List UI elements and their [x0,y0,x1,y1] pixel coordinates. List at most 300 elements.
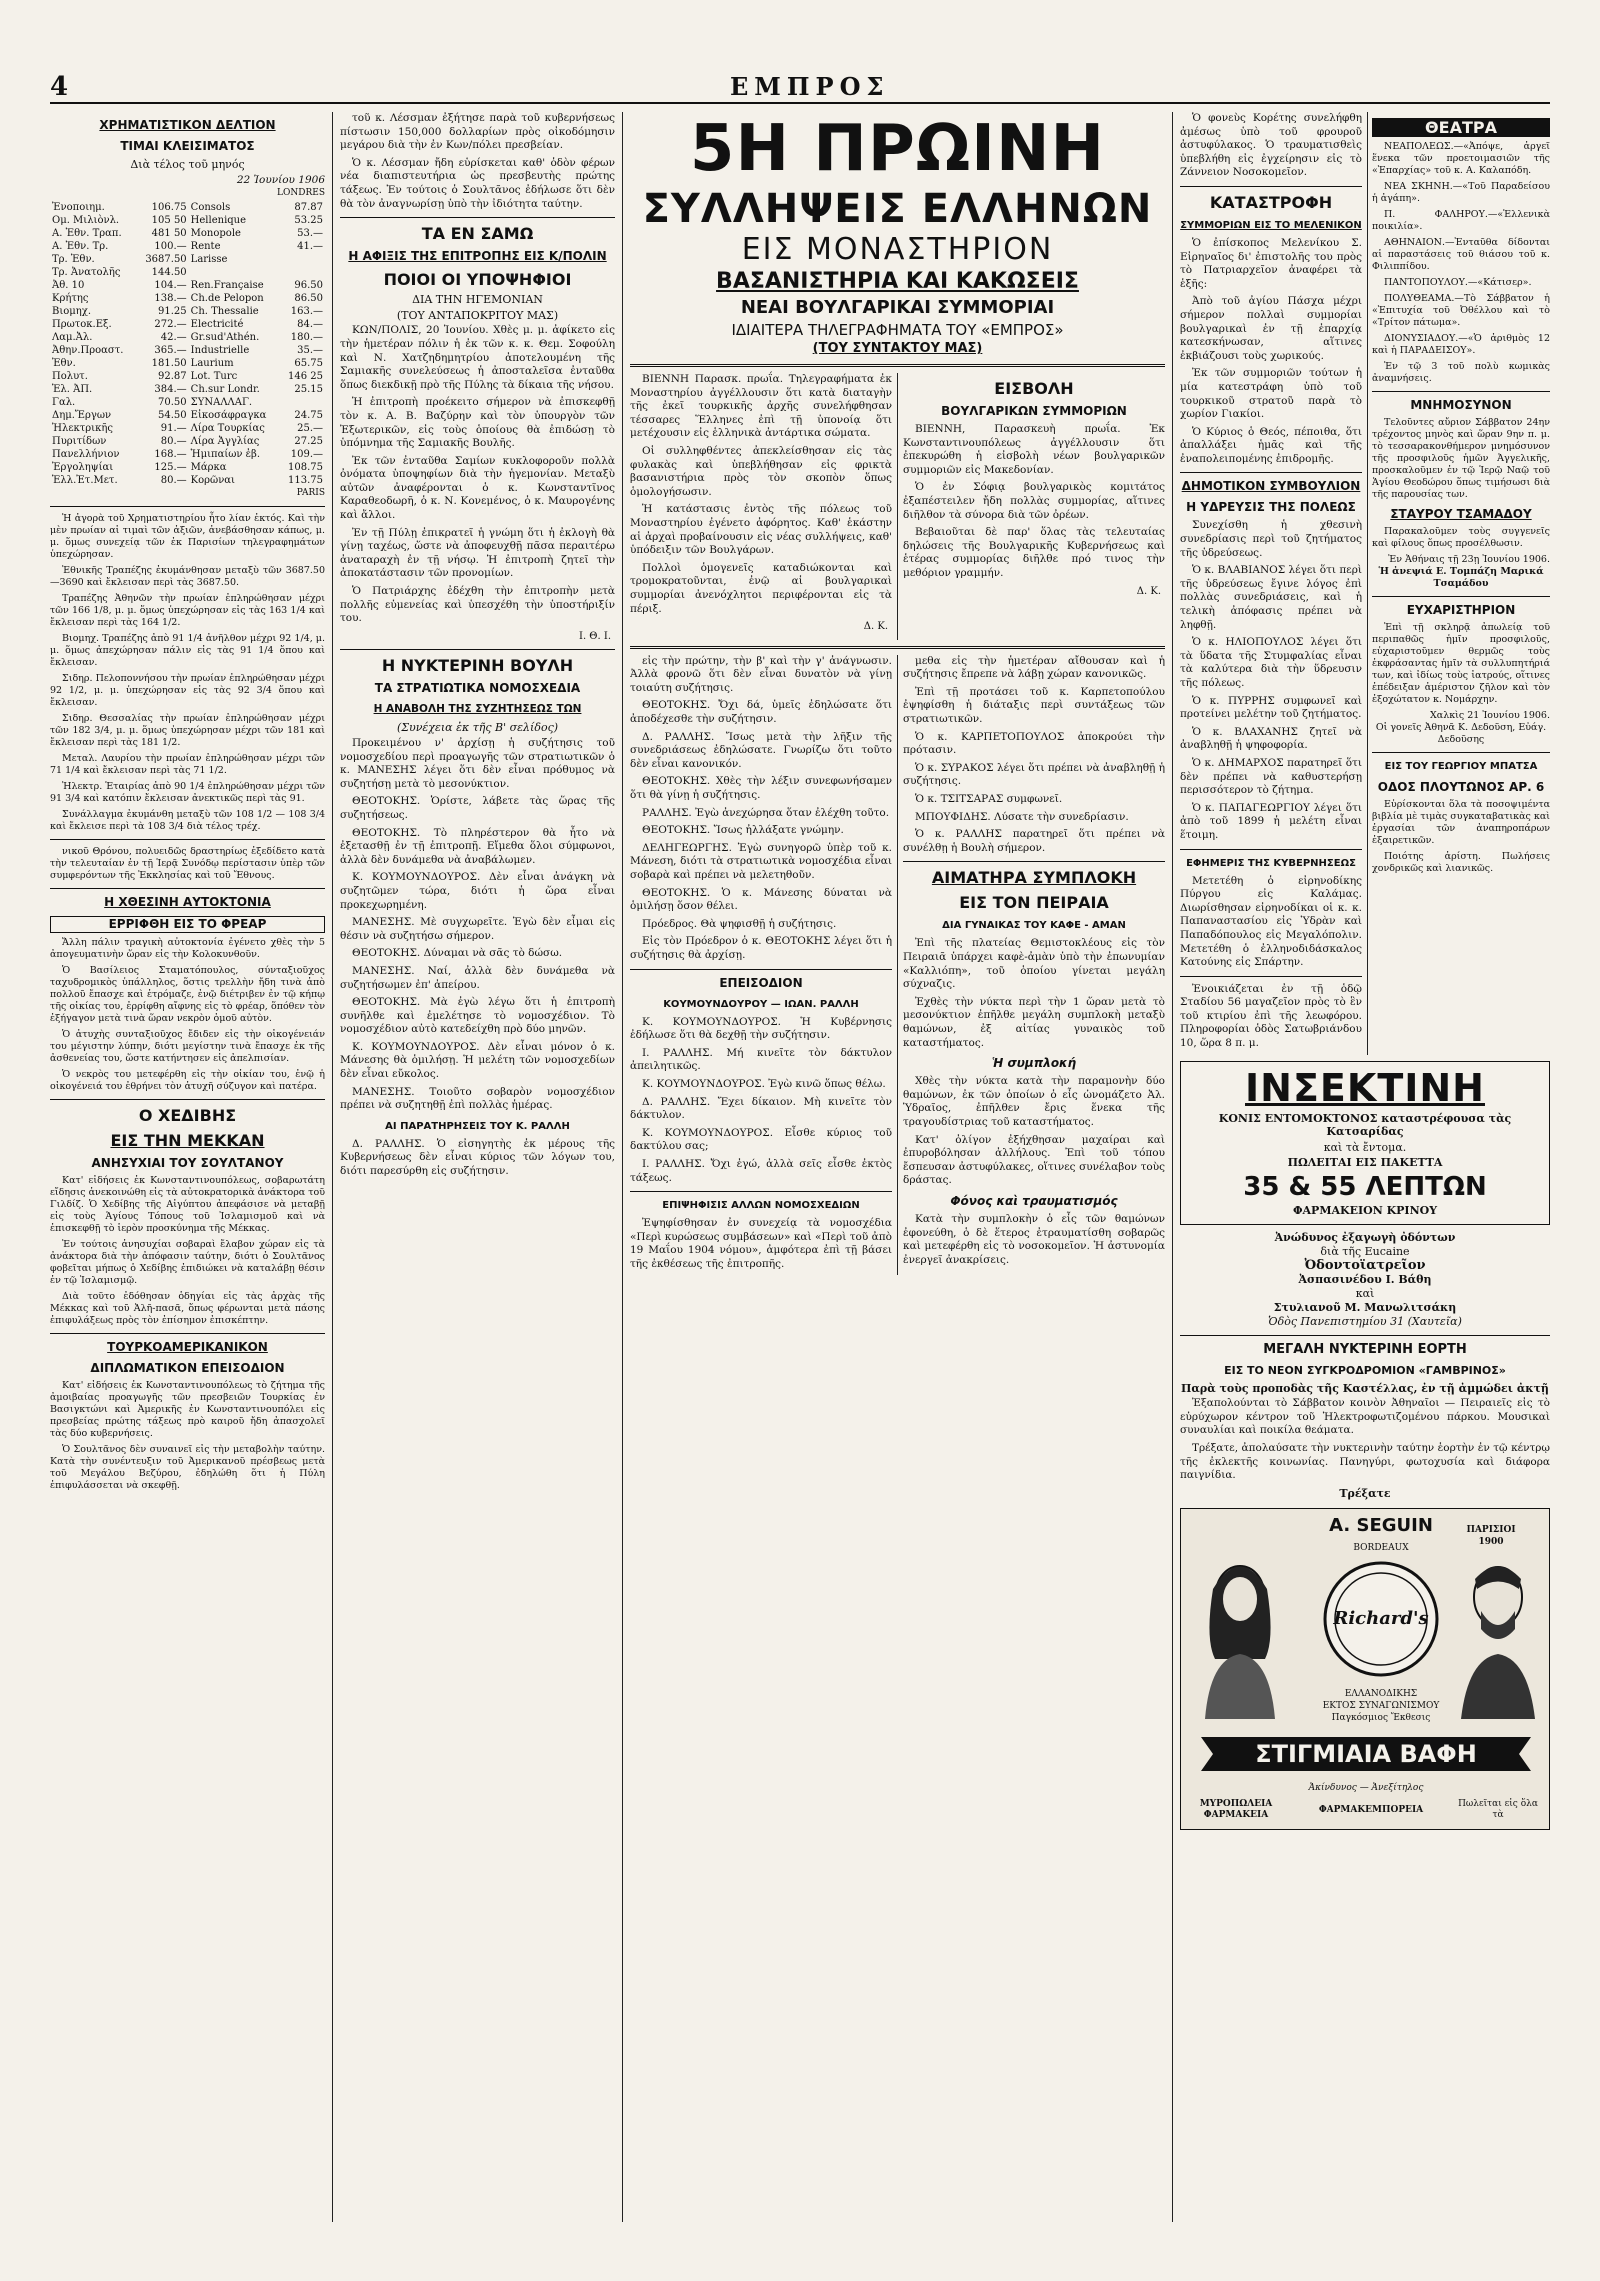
night-paragraph: Προκειμένου ν' ἀρχίσῃ ἡ συζήτησις τοῦ νομοσχεδίου περὶ προαγωγῆς τῶν στρατιωτικῶν ὁ κ. ΜΑΝΕΣΗΣ λέγει ὅτι δὲν εἶναι πρόθυμος νὰ συζητήσῃ μετὰ τὸ μεσονύκτιον. [340,737,615,790]
seguin-right-2: τὰ [1492,1810,1504,1821]
seguin-right-1: Πωλεῖται εἰς ὅλα [1458,1799,1538,1810]
seguin-line-1: ΕΛΛΑΝΟΔΙΚΗΣ [1344,1689,1418,1700]
rate-value: 65.75 [294,357,323,369]
page-number: 4 [50,72,69,102]
rate-value: 27.25 [294,435,323,447]
rate-value: 138.— [154,292,187,304]
council-paragraph: Ὁ κ. ΠΑΠΑΓΕΩΡΓΙΟΥ λέγει ὅτι ἀπὸ τοῦ 1899 ἡ μελέτη εἶναι ἕτοιμη. [1180,801,1362,841]
samos-signature: Ι. Θ. Ι. [579,630,611,642]
lead-left-paragraph: Ἡ κατάστασις ἐντὸς τῆς πόλεως τοῦ Μοναστηρίου ἐγένετο ἀφόρητος. Καθ' ἑκάστην αἱ ἀρχαὶ προβαίνουσιν εἰς νέας συλλήψεις, καθ' ὑπόδειξιν τῶν Βουλγάρων. [630,503,892,557]
rate-label: Hellenique [190,214,247,226]
rates-paragraph: Συνάλλαγμα ἐκυμάνθη μεταξὺ τῶν 108 1/2 — 108 3/4 καὶ ἔκλεισε περὶ τὰ 108 3/4 διὰ τέλος τρέχ. [50,809,325,833]
rate-label: Ren.Française [190,279,264,291]
rate-value: 84.— [297,318,323,330]
rate-row [50,331,325,344]
memorial-extra: Παρακαλοῦμεν τοὺς συγγενεῖς καὶ φίλους ὅπως προσέλθωσιν. [1372,526,1550,549]
rate-value: 272.— [154,318,187,330]
turkam-article [50,1380,325,1492]
rate-value: 180.— [290,331,323,343]
melee-paragraph: Χθὲς τὴν νύκτα κατὰ τὴν παραμονὴν δύο θαμώνων, ἐκ τῶν ὁποίων ὁ εἷς ὠνομάζετο Ἀλ. Ὑδραῖος, ἐπῆλθεν ἔρις ἕνεκα τῆς τραγουδίστριας τοῦ καταστήματος. [903,1075,1165,1128]
festival-ad [1180,1342,1550,1501]
council-paragraph: Ὁ κ. ΗΛΙΟΠΟΥΛΟΣ λέγει ὅτι τὰ ὕδατα τῆς Στυμφαλίας εἶναι τὰ καλύτερα διὰ τὴν ὕδρευσιν τῆς πόλεως. [1180,636,1362,689]
debate-paragraph: ΘΕΟΤΟΚΗΣ. Ὁ κ. Μάνεσης δύναται νὰ ὁμιλήσῃ ὅσον θέλει. [630,886,892,913]
theatre-paragraph: ΑΘΗΝΑΙΟΝ.—Ἐνταῦθα δίδονται αἱ παραστάσεις τοῦ θιάσου τοῦ κ. Φιλιππίδου. [1372,237,1550,272]
dentist-ad [1180,1231,1550,1329]
theatre-paragraph: Ἐν τῷ 3 τοῦ πολὺ κωμικὰς ἀναμνήσεις. [1372,361,1550,384]
council-paragraph: Ὁ κ. ΔΗΜΑΡΧΟΣ παρατηρεῖ ὅτι δὲν πρέπει νὰ καθυστερήσῃ περισσότερον τὸ ζήτημα. [1180,756,1362,797]
rate-label: Ch.sur Londr. [190,383,260,395]
column-4 [1180,112,1550,2222]
notice-text: Ἐνοικιάζεται ἐν τῇ ὁδῷ Σταδίου 56 μαγαζεῖον πρὸς τὸ ἓν τοῦ κτιρίου ἐπὶ τῆς λεωφόρου. Πληροφορίαι ὁδὸς Σατωβριάνδου 10, ὥρα 8 π. μ. [1180,982,1362,1050]
rate-label: Consols [190,201,231,213]
rate-label: Α. Ἐθν. Τραπ. [52,227,122,239]
episode-paragraph: Ι. ΡΑΛΛΗΣ. Μή κινεῖτε τὸν δάκτυλον ἀπειλητικῶς. [630,1046,892,1073]
episode-paragraph: Κ. ΚΟΥΜΟΥΝΔΟΥΡΟΣ. Εἶσθε κύριος τοῦ δακτύλου σας; [630,1126,892,1153]
memorial-text: Τελοῦντες αὔριον Σάββατον 24ην τρέχοντος μηνὸς καὶ ὥραν 9ην π. μ. τὸ τεσσαρακονθήμερον μνημόσυνον τῆς προσφιλοῦς ἡμῶν Ἀγγελικῆς, προσκαλοῦμεν ἐν τῷ Ἱερῷ Ναῷ τοῦ Ἁγίου Θεοδώρου ὅπως τιμήσωσι διὰ τῆς παρουσίας των. [1372,417,1550,500]
council-paragraph: Ὁ κ. ΒΛΑΒΙΑΝΟΣ λέγει ὅτι περὶ τῆς ὑδρεύσεως ἔγινε λόγος ἐπὶ πολλὰς συνεδριάσεις, καὶ ἡ τελικὴ ἀπόφασις πρέπει νὰ ληφθῇ. [1180,564,1362,631]
seguin-right-5: ΦΑΡΜΑΚΕΜΠΟΡΕΙΑ [1318,1805,1424,1816]
disaster-paragraph: Ὁ Κύριος ὁ Θεός, πέποιθα, ὅτι ἀπαλλάξει ἡμᾶς καὶ τῆς ἐναπολειπομένης ἐπιδρομῆς. [1180,425,1362,465]
rate-label: Λίρα Τουρκίας [190,422,265,434]
rate-value: 70.50 [158,396,187,408]
rate-value: 87.87 [294,201,323,213]
khedive-paragraph: Ἐν τούτοις ἀνησυχίαι σοβαραὶ ἔλαβον χώραν εἰς τὰ ἀνάκτορα διὰ τὴν ἀπόφασιν ταύτην, διότι ὁ Σουλτᾶνος φοβεῖται μήπως ὁ Χεδίβης ἐπιδιώκει νὰ καταλάβῃ θέσιν ἐν τῷ Ἰσλαμισμῷ. [50,1239,325,1287]
debate-paragraph: ΡΑΛΛΗΣ. Ἐγὼ ἀνεχώρησα ὅταν ἐλέχθη τοῦτο. [642,806,890,819]
rate-value: 144.50 [151,266,187,278]
dentist-line-4: Ἀσπασινέδου Ι. Βάθη [1298,1272,1432,1286]
rate-value: 96.50 [294,279,323,291]
rate-label: Lot. Turc [190,370,238,382]
woman-portrait-icon [1195,1549,1285,1719]
rate-label: Γαλ. [52,396,76,408]
shots-text: Κατὰ τὴν συμπλοκὴν ὁ εἷς τῶν θαμώνων ἐφονεύθη, ὁ δὲ ἕτερος ἐτραυματίσθη σοβαρῶς καὶ μετεφέρθη εἰς τὸ νοσοκομεῖον. Ἡ ἀστυνομία ἐνεργεῖ ἀνακρίσεις. [903,1212,1165,1266]
thanks-sign: Οἱ γονεῖς Ἀθηνᾶ Κ. Δεδοῦση, Εὐάγ. Δεδοῦσης [1375,722,1547,745]
night-paragraph: Κ. ΚΟΥΜΟΥΝΔΟΥΡΟΣ. Δὲν εἶναι μόνον ὁ κ. Μάνεσης θὰ ὁμιλήσῃ. Ἡ μελέτη τῶν νομοσχεδίων δὲν εἶναι εὔκολος. [340,1040,615,1081]
newspaper-page [20,20,1580,2241]
headline-bands: ΝΕΑΙ ΒΟΥΛΓΑΡΙΚΑΙ ΣΥΜΜΟΡΙΑΙ [740,297,1055,318]
rate-label: Πρωτοκ.Εξ. [52,318,112,330]
festival-text: Ἐξαπολούνται τὸ Σάββατον κοινὸν Ἀθηναῖοι — Πειραιεῖς εἰς τὸ εὐρύχωρον κέντρον τοῦ Ἠλεκτροφωτιζομένου πάρκου. Μουσικαὶ συναυλίαι καὶ ποικίλα θεάματα. [1180,1397,1550,1437]
rates-subtitle: ΤΙΜΑΙ ΚΛΕΙΣΙΜΑΤΟΣ [120,139,255,153]
george-text: Εὑρίσκονται ὅλα τὰ ποσοψιμέντα βιβλία μὲ τιμὰς συγκαταβατικὰς καὶ ἐργασίαι τῶν ἀναπηροπάρων ἐξαιρετικῶν. [1372,799,1550,846]
paper-name: ΕΜΠΡΟΣ [730,72,890,101]
mecca-heading: ΕΙΣ ΤΗΝ ΜΕΚΚΑΝ [110,1131,265,1151]
debate-paragraph: Δ. ΡΑΛΛΗΣ. Ἴσως μετὰ τὴν λῆξιν τῆς συνεδριάσεως ἐδηλώσατε. Γνωρίζω ὅτι τοῦτο δὲν εἶναι κανονικόν. [630,730,892,770]
lead-left-paragraph: Πολλοὶ ὁμογενεῖς καταδιώκονται καὶ τρομοκρατοῦνται, ἐνῷ αἱ βουλγαρικαὶ συμμορίαι ἀνενόχλητοι περιφέρονται εἰς τὰ πέριξ. [630,561,892,615]
headline-editor: (ΤΟΥ ΣΥΝΤΑΚΤΟΥ ΜΑΣ) [812,341,983,356]
rate-value: 25.15 [294,383,323,395]
suicide-heading: Η ΧΘΕΣΙΝΗ ΑΥΤΟΚΤΟΝΙΑ [104,895,271,910]
memorial-date: Ἐν Ἀθήναις τῇ 23ῃ Ἰουνίου 1906. [1388,554,1550,565]
rate-label: Ἀθ. 10 [52,279,85,291]
rate-row [50,318,325,331]
disaster-paragraph: Ἐκ τῶν συμμοριῶν τούτων ἡ μία κατεστράφη ὑπὸ τοῦ τουρκικοῦ στρατοῦ παρὰ τὸ χωρίον Γιακίοι. [1180,367,1362,421]
rate-label: Ἐργοληψίαι [52,461,114,473]
lead-right-signature: Δ. Κ. [1136,585,1161,597]
rate-label: Τρ. Ἀνατολῆς [52,266,121,278]
rate-value: 384.— [154,383,187,395]
debate-paragraph: Ὁ κ. ΤΣΙΤΣΑΡΑΣ συμφωνεῖ. [915,793,1063,806]
debate-paragraph: ΘΕΟΤΟΚΗΣ. Ὄχι δά, ὑμεῖς ἐδηλώσατε ὅτι ἀποδέχεσθε τὴν συζήτησιν. [630,699,892,726]
headline-tortures: ΒΑΣΑΝΙΣΤΗΡΙΑ ΚΑΙ ΚΑΚΩΣΕΙΣ [716,269,1079,294]
gov-text: Μετετέθη ὁ εἰρηνοδίκης Πύργου εἰς Καλάμας. Διωρίσθησαν εἰρηνοδίκαι οἱ κ. κ. Παπαναστασίου εἰς Ὑδρὰν καὶ Παπαδόπουλος εἰς Μεγαλόπολιν. Μετετέθη ὁ ἐλληνοδιδάσκαλος Κατούνης εἰς Σπάρτην. [1180,874,1362,969]
rate-label: Ομ. Μιλιὸνλ. [52,214,120,226]
rate-value: 92.87 [158,370,187,382]
return-text: Ἐψηφίσθησαν ἐν συνεχείᾳ τὰ νομοσχέδια «Περὶ κυρώσεως συμβάσεων» καὶ «Περὶ τοῦ ἀπὸ 19 Μαΐου 1904 νόμου», ἀμφότερα ἐπὶ τῇ βάσει τῆς ἐκθέσεως τῆς ἐπιτροπῆς. [630,1217,892,1270]
rate-label: Πολυτ. [52,370,88,382]
rate-value: 146 25 [288,370,323,382]
rate-row [50,240,325,253]
rates-paragraph: Τραπέζης Ἀθηνῶν τὴν πρωίαν ἐπληρώθησαν μέχρι τῶν 166 1/8, μ. μ. ὅμως ὑπεχώρησαν εἰς τὰς 163 1/4 καὶ ἔκλεισαν περὶ τὰς 164 1/2. [50,593,325,629]
col4-top-text: Ὁ φονεὺς Κορέτης συνελήφθη ἀμέσως ὑπὸ τοῦ φρουροῦ ἀστυφύλακος. Ὁ τραυματισθεὶς ὑπεβλήθη εἰς ἐγχείρησιν εἰς τὸ Ζάννειον Νοσοκομεῖον. [1180,112,1362,179]
masthead [50,72,1550,104]
rate-row [50,383,325,396]
rates-paragraph: Ἐθνικῆς Τραπέζης ἐκυμάνθησαν μεταξὺ τῶν 3687.50—3690 καὶ ἔκλεισαν περὶ τὰς 3687.50. [50,565,325,589]
disaster-heading-2: ΣΥΜΜΟΡΙΩΝ ΕΙΣ ΤΟ ΜΕΛΕΝΙΚΟΝ [1180,219,1362,231]
council-heading-2: Η ΥΔΡΕΥΣΙΣ ΤΗΣ ΠΟΛΕΩΣ [1186,500,1356,515]
rate-value: 106.75 [151,201,187,213]
debate-paragraph: Ὁ κ. ΣΥΡΑΚΟΣ λέγει ὅτι πρέπει νὰ ἀναβληθῇ ἡ συζήτησις. [903,761,1165,788]
rate-value: 168.— [154,448,187,460]
rate-label: Rente [190,240,221,252]
rate-value: 181.50 [151,357,187,369]
samos-heading-3: ΠΟΙΟΙ ΟΙ ΥΠΟΨΗΦΙΟΙ [383,270,572,290]
rate-row [50,227,325,240]
well-heading: ΕΡΡΙΦΘΗ ΕΙΣ ΤΟ ΦΡΕΑΡ [50,916,325,933]
debate-paragraph: ΜΠΟΥΦΙΔΗΣ. Λύσατε τὴν συνεδρίασιν. [915,810,1129,823]
rate-label: Ἐθν. [52,357,76,369]
rate-value: 481 50 [151,227,187,239]
rate-label: Κρήτης [52,292,89,304]
rate-label: ΣΥΝΑΛΛΑΓ. [190,396,253,408]
night-paragraph: ΘΕΟΤΟΚΗΣ. Ὁρίστε, λάβετε τὰς ὥρας τῆς συζητήσεως. [340,795,615,821]
festival-heading-2: ΕΙΣ ΤΟ ΝΕΟΝ ΣΥΓΚΡΟΔΡΟΜΙΟΝ «ΓΑΜΒΡΙΝΟΣ» [1224,1363,1506,1377]
rate-label: Ch.de Pelopon [190,292,264,304]
rate-label [189,266,281,279]
insect-ad [1180,1061,1550,1225]
dentist-line-3: Ὀδοντοϊατρεῖον [1304,1257,1426,1273]
rate-value: 104.— [154,279,187,291]
rate-row [50,370,325,383]
rates-paragraph: Σιδηρ. Θεσσαλίας τὴν πρωίαν ἐπληρώθησαν μέχρι τῶν 182 3/4, μ. μ. ὅμως ὑπεχώρησαν μέχρι τῶν 181 καὶ ἔκλεισαν περὶ τὰς 181 1/2. [50,713,325,749]
festival-close: Τρέξατε [1339,1486,1391,1500]
dentist-line-6: Στυλιανοῦ Μ. Μανωλιτσάκη [1273,1300,1457,1314]
rate-value: 86.50 [294,292,323,304]
samos-paragraph: Ἡ ἐπιτροπὴ προέκειτο σήμερον νὰ ἐπισκεφθῇ τὸν κ. Α. Β. Βαζύρην καὶ τὸν ὑπουργὸν τῶν Ἐξωτερικῶν, εἰς τοὺς ὁποίους θὰ ἐπιδώσῃ τὸ ὑπόμνημα τῆς Σαμιακῆς Βουλῆς. [340,396,615,450]
rate-value: 91.25 [158,305,187,317]
seguin-richard: Richard's [1333,1608,1429,1630]
rate-label: Ἐνοποιημ. [52,201,105,213]
lead-right-paragraph: Βεβαιοῦται δὲ παρ' ὅλας τὰς τελευταίας δηλώσεις τῆς Βουλγαρικῆς Κυβερνήσεως καὶ ἑτέρας συμμορίας διῆλθε πρό τινος τὴν μεθόριον γραμμήν. [903,526,1165,579]
george-heading: ΕΙΣ ΤΟΥ ΓΕΩΡΓΙΟΥ ΜΠΑΤΣΑ [1384,761,1538,772]
samos-heading-2: Η ΑΦΙΞΙΣ ΤΗΣ ΕΠΙΤΡΟΠΗΣ ΕΙΣ Κ/ΠΟΛΙΝ [348,249,607,264]
headline-time: 5Η ΠΡΩΙΝΗ [689,112,1106,186]
seguin-ad [1180,1508,1550,1830]
well-paragraph: Ὁ Βασίλειος Σταματόπουλος, σύνταξιοῦχος ταχυδρομικὸς ὑπάλληλος, ὅστις τρελλὴν ἤδη τινὰ ἀπὸ πολλοῦ ἔπασχε καὶ ἐτρόμαζε, ἐνῷ διέτριβεν ἐν τῷ κήπῳ τῆς οἰκίας του, ἐρρίφθη αἴφνης εἰς τὸ φρέαρ, ὅπόθεν τὸν ἐξήγαγον μετὰ τινὰ ὥραν νεκρὸν ὁμοῦ αὐτὸν. [50,965,325,1025]
seguin-year: 1900 [1478,1537,1504,1548]
debate-paragraph: Ὁ κ. ΡΑΛΛΗΣ παρατηρεῖ ὅτι πρέπει νὰ συνέλθῃ ἡ Βουλὴ σήμερον. [903,828,1165,854]
rates-date: 22 Ἰουνίου 1906 [236,173,325,186]
rate-row [50,305,325,318]
seguin-name: A. SEGUIN [1329,1515,1433,1537]
seguin-line-4: ΠΑΡΙΣΙΟΙ [1466,1525,1516,1536]
night-heading: Η ΝΥΚΤΕΡΙΝΗ ΒΟΥΛΗ [381,656,574,676]
lessman-paragraph: τοῦ κ. Λέσσμαν ἐξήτησε παρὰ τοῦ κυβερνήσεως πίστωσιν 150,000 δολλαρίων πρὸς οἰκοδόμησιν μεγάρου διὰ τὴν ἐν Κων/πόλει πρεσβείαν. [340,112,615,152]
blood-paragraph: Ἐχθὲς τὴν νύκτα περὶ τὴν 1 ὥραν μετὰ τὸ μεσονύκτιον ἐπῆλθε μεγάλη συμπλοκὴ μεταξὺ θαμώνων, ἐξ αἰτίας γυναικὸς τοῦ καταστήματος. [903,995,1165,1049]
seguin-city: BORDEAUX [1353,1543,1409,1554]
theatre-paragraph: ΠΟΛΥΘΕΑΜΑ.—Τὸ Σάββατον ἡ «Ἐπιτυχία τοῦ Ὀθέλλου καὶ τὸ «Τρίτον πάτωμα». [1372,293,1550,328]
disaster-paragraph: Ὁ ἐπίσκοπος Μελενίκου Σ. Εἰρηναῖος δι' ἐπιστολῆς του πρὸς τὸ Πατριαρχεῖον ἀναφέρει τὰ ἑξῆς: [1180,236,1362,290]
rate-row [50,344,325,357]
debate-paragraph: Πρόεδρος. Θὰ ψηφισθῇ ἡ συζήτησις. [642,917,837,930]
remarks-text: Δ. ΡΑΛΛΗΣ. Ὁ εἰσηγητὴς ἐκ μέρους τῆς Κυβερνήσεως δὲν εἶναι κύριος τῶν λόγων του, διότι παρεσύρθη εἰς συζήτησιν. [340,1137,615,1178]
memorial-heading: ΜΝΗΜΟΣΥΝΟΝ [1410,398,1512,412]
insect-pharmacy: ΦΑΡΜΑΚΕΙΟΝ ΚΡΙΝΟΥ [1292,1204,1438,1218]
lower-stories [630,655,1165,1276]
disaster-heading: ΚΑΤΑΣΤΡΟΦΗ [1209,192,1333,212]
rate-label: Laurium [190,357,234,369]
column-rule [622,112,623,2222]
rate-value [280,396,325,409]
blood-heading: ΑΙΜΑΤΗΡΑ ΣΥΜΠΛΟΚΗ [931,868,1137,888]
seguin-line-3: Παγκόσμιος Ἔκθεσις [1331,1713,1431,1724]
disaster-paragraph: Ἀπὸ τοῦ ἀγίου Πάσχα μέχρι σήμερον πολλαὶ συμμορίαι βουλγαρικαὶ ἐν τῇ ἐπαρχίᾳ κατεσκήνωσαν, αἵτινες ἐκβιάζουσι τοὺς χωρικούς. [1180,295,1362,362]
well-paragraph: Ὁ ἀτυχὴς συνταξιοῦχος ἔδιδεν εἰς τὴν οἰκογένειάν του μέγιστην λύπην, διότι μεγίστην τινὰ ἔπασχε ἐκ τῆς ἀσθενείας του, ὥστε κατήντησεν εἰς ἀπελπισίαν. [50,1029,325,1065]
rate-value: 100.— [154,240,187,252]
rate-row [50,266,325,279]
night-paragraph: ΜΑΝΕΣΗΣ. Μὲ συγχωρεῖτε. Ἐγὼ δὲν εἶμαι εἰς θέσιν νὰ συζητήσω σήμερον. [340,916,615,942]
episode-heading: ΕΠΕΙΣΟΔΙΟΝ [719,975,803,990]
rate-label: Κορῶναι [190,474,235,486]
rate-value: 25.— [297,422,323,434]
rate-row [50,279,325,292]
rate-label: Industrielle [190,344,250,356]
rate-label: Τρ. Ἐθν. [52,253,95,265]
rate-value: 41.— [297,240,323,252]
samos-paragraph: Ἐκ τῶν ἐνταῦθα Σαμίων κυκλοφοροῦν πολλὰ ὀνόματα ὑποψηφίων διὰ τὴν ἡγεμονίαν. Μεταξὺ αὐτῶν ἀναφέρονται ὁ κ. Κωνσταντῖνος Καραθεοδωρῆ, ὁ κ. Ν. Κονεμένος, ὁ κ. Μαυρογένης καὶ ἄλλοι. [340,454,615,522]
rates-paragraph: Μεταλ. Λαυρίου τὴν πρωίαν ἐπληρώθησαν μέχρι τῶν 71 1/4 καὶ ἔκλεισαν περὶ τὰς 71 1/2. [50,753,325,777]
blood-paragraph: Ἐπὶ τῆς πλατείας Θεμιστοκλέους εἰς τὸν Πειραιᾶ ὑπάρχει καφὲ-ἀμὰν ὑπὸ τὴν ἐπωνυμίαν «Καλλιόπη», τοῦ ὁποίου γίνεται μεγάλη σύχναζις. [903,937,1165,991]
samos-heading-4: ΔΙΑ ΤΗΝ ΗΓΕΜΟΝΙΑΝ [412,293,543,307]
seguin-banner: ΣΤΙΓΜΙΑΙΑ ΒΑΦΗ [1255,1740,1477,1769]
thanks-date: Χαλκὶς 21 Ἰουνίου 1906. [1430,710,1550,721]
turkam-heading: ΤΟΥΡΚΟΑΜΕΡΙΚΑΝΙΚΟΝ [107,1340,268,1355]
column-rule [332,112,333,2222]
rate-label: Electricité [190,318,244,330]
lead-left-paragraph: Οἱ συλληφθέντες ἀπεκλείσθησαν εἰς τὰς φυλακὰς καὶ ὑπεβλήθησαν εἰς φρικτὰ βασανιστήρια πρὸς τὸν σκοπὸν ὅπως ὁμολογήσωσιν. [630,444,892,498]
memorial-name: ΣΤΑΥΡΟΥ ΤΣΑΜΑΔΟΥ [1390,507,1532,521]
samos-paragraph: Ὁ Πατριάρχης ἐδέχθη τὴν ἐπιτροπὴν μετὰ πολλῆς εὐμενείας καὶ ὑπεσχέθη τὴν ὑποστήριξίν του. [340,585,615,625]
column-1 [50,112,325,2222]
rate-label: Πυριτίδων [52,435,107,447]
khedive-paragraph: Διὰ τοῦτο ἐδόθησαν ὁδηγίαι εἰς τὰς ἀρχὰς τῆς Μέκκας καὶ τοῦ Ἀλῆ-πασᾶ, ὅπως φέρωνται μετὰ πάσης ἐπιφυλάξεως πρὸς τὸν ἐπίσημον ἐπισκέπτην. [50,1291,325,1327]
debate-paragraph: μεθα εἰς τὴν ἡμετέραν αἴθουσαν καὶ ἡ συζήτησις ἔπρεπε νὰ λάβῃ χώραν κανονικῶς. [903,654,1165,681]
theatre-paragraph: ΝΕΑΠΟΛΕΩΣ.—«Ἀπόψε, ἀργεῖ ἕνεκα τῶν προετοιμασιῶν τῆς «Ἐπαρχίας» τοῦ κ. Α. Καλαπόδη. [1372,141,1550,176]
rate-label: Δημ.Ἔργων [52,409,112,421]
council-paragraph: Ὁ κ. ΒΛΑΧΑΝΗΣ ζητεῖ νὰ ἀναβληθῇ ἡ ψηφοφορία. [1180,725,1362,752]
khedive-heading: Ο ΧΕΔΙΒΗΣ [138,1106,237,1126]
insect-sub-3: ΠΩΛΕΙΤΑΙ ΕΙΣ ΠΑΚΕΤΤΑ [1287,1156,1443,1170]
lead-left-signature: Δ. Κ. [863,621,888,633]
rate-value: 24.75 [294,409,323,421]
dentist-line-7: Ὁδὸς Πανεπιστημίου 31 (Χαυτεῖα) [1268,1314,1462,1328]
night-paragraph: ΘΕΟΤΟΚΗΣ. Τὸ πληρέστερον θὰ ἦτο νὰ ἐξετασθῇ ἐν τῇ ἐπιτροπῇ. Εἴμεθα ὅλοι σύμφωνοι, ἀλλὰ δὲν δυνάμεθα νὰ ἀναβάλωμεν. [340,826,615,866]
festival-heading: ΜΕΓΑΛΗ ΝΥΚΤΕΡΙΝΗ ΕΟΡΤΗ [1263,1341,1467,1357]
insect-sub: ΚΟΝΙΣ ΕΝΤΟΜΟΚΤΟΝΟΣ καταστρέφουσα τὰς Κατσαρίδας [1218,1111,1512,1139]
rate-value: 109.— [290,448,323,460]
well-paragraph: Ἄλλη πάλιν τραγικὴ αὐτοκτονία ἐγένετο χθὲς τὴν 5 ἀπογευματινὴν ὥραν εἰς τὴν Κολοκυνθοῦν. [50,937,325,961]
shots-heading: Φόνος καὶ τραυματισμός [950,1193,1118,1208]
rate-label: Ἑλλ.Ἐτ.Μετ. [52,474,118,486]
rate-label: Ἠλεκτρικῆς [52,422,113,434]
insect-price: 35 & 55 ΛΕΠΤΩΝ [1243,1172,1487,1203]
seguin-right-4: ΦΑΡΜΑΚΕΙΑ [1203,1810,1269,1821]
rates-subtitle-2: Διὰ τέλος τοῦ μηνός [130,158,245,171]
dentist-line-5: καὶ [1355,1286,1375,1300]
council-paragraph: Συνεχίσθη ἡ χθεσινὴ συνεδρίασις περὶ τοῦ ζητήματος τῆς ὑδρεύσεως. [1180,519,1362,559]
rates-paragraph: Σιδηρ. Πελοποννήσου τὴν πρωίαν ἐπληρώθησαν μέχρι 92 1/2, μ. μ. ὑπεχώρησαν εἰς τὰς 92 3/4 ὅπου καὶ ἔκλεισαν. [50,673,325,709]
melee-heading: Ἡ συμπλοκή [991,1056,1077,1071]
rate-row [50,201,325,214]
night-heading-3: Η ΑΝΑΒΟΛΗ ΤΗΣ ΣΥΖΗΤΗΣΕΩΣ ΤΩΝ [373,703,582,716]
rate-value: 80.— [160,435,187,447]
turkam-paragraph: Κατ' εἰδήσεις ἐκ Κωνσταντινουπόλεως τὸ ζήτημα τῆς ἀμοιβαίας προαγωγῆς τῶν πρεσβειῶν Τουρκίας ἐν Βασιγκτώνι καὶ Ἀμερικῆς ἐν Κωνσταντινουπόλει εἰς πρεσβείας πρώτης τάξεως πρὸ καιροῦ ἤδη ἀπασχολεῖ τὰς δύο κυβερνήσεις. [50,1380,325,1440]
debate-paragraph: ΘΕΟΤΟΚΗΣ. Χθὲς τὴν λέξιν συνεφωνήσαμεν ὅτι θὰ γίνῃ ἡ συζήτησις. [630,775,892,802]
rate-value: 163.— [290,305,323,317]
rate-row [50,292,325,305]
debate-paragraph: Ἐπὶ τῇ προτάσει τοῦ κ. Καρπετοπούλου ἐψηφίσθη ἡ διάταξις περὶ συντάξεως τῶν στρατιωτικῶν. [903,685,1165,726]
remarks-heading: ΑΙ ΠΑΡΑΤΗΡΗΣΕΙΣ ΤΟΥ Κ. ΡΑΛΛΗ [385,1120,570,1132]
samos-heading: ΤΑ ΕΝ ΣΑΜΩ [421,224,534,244]
night-continued: (Συνέχεια ἐκ τῆς Β' σελίδος) [396,721,559,735]
episode-heading-2: ΚΟΥΜΟΥΝΔΟΥΡΟΥ — ΙΩΑΝ. ΡΑΛΛΗ [663,998,859,1010]
rate-label: Ἡμιπαίων ἐβ. [190,448,260,460]
rate-label: Πανελλήνιον [52,448,120,460]
episode-paragraph: Ι. ΡΑΛΛΗΣ. Ὄχι ἐγώ, ἀλλὰ σεῖς εἶσθε ἐκτὸς τάξεως. [630,1157,892,1184]
rate-row [50,435,325,448]
rate-label: Ἀθην.Προαστ. [52,344,124,356]
night-paragraph: Κ. ΚΟΥΜΟΥΝΔΟΥΡΟΣ. Δὲν εἶναι ἀνάγκη νὰ συζητῶμεν τώρα, διότι ἡ ὥρα εἶναι προκεχωρημένη. [340,871,615,911]
rates-commentary [50,513,325,833]
dentist-line-2: διὰ τῆς Eucaine [1320,1244,1410,1258]
rate-value: 3687.50 [145,253,187,265]
night-heading-2: ΤΑ ΣΤΡΑΤΙΩΤΙΚΑ ΝΟΜΟΣΧΕΔΙΑ [374,681,581,696]
rate-label: Μάρκα [190,461,227,473]
well-article [50,937,325,1093]
insect-sub-2: καὶ τὰ ἔντομα. [1323,1140,1407,1154]
rate-row [50,357,325,370]
paris-label: PARIS [296,487,325,498]
anesych-heading: ΑΝΗΣΥΧΙΑΙ ΤΟΥ ΣΟΥΛΤΑΝΟΥ [91,1156,284,1171]
rate-label: Λίρα Ἀγγλίας [190,435,260,447]
invasion-heading-2: ΒΟΥΛΓΑΡΙΚΩΝ ΣΥΜΜΟΡΙΩΝ [941,404,1127,418]
episode-paragraph: Δ. ΡΑΛΛΗΣ. Ἔχει δίκαιον. Μὴ κινεῖτε τὸν δάκτυλον. [630,1095,892,1122]
return-heading: ΕΠΙΨΗΦΙΣΙΣ ΑΛΛΩΝ ΝΟΜΟΣΧΕΔΙΩΝ [662,1200,860,1212]
headline-monastir: ΕΙΣ ΜΟΝΑΣΤΗΡΙΟΝ [741,232,1054,267]
rates-title: ΧΡΗΜΑΤΙΣΤΙΚΟΝ ΔΕΛΤΙΟΝ [99,118,276,132]
rate-row [50,474,325,487]
insect-title: ΙΝΣΕΚΤΙΝΗ [1245,1065,1485,1110]
column-2 [340,112,615,2222]
theatre-heading: ΘΕΑΤΡΑ [1372,118,1550,137]
well-paragraph: Ὁ νεκρὸς του μετεφέρθη εἰς τὴν οἰκίαν του, ἐνῷ ἡ οἰκογένειά του ἐθρήνει τὸν ἀτυχῆ σύζυγον καὶ πατέρα. [50,1069,325,1093]
episode-paragraph: Κ. ΚΟΥΜΟΥΝΔΟΥΡΟΣ. Ἐγὼ κινῶ ὅπως θέλω. [642,1077,886,1090]
samos-article [340,324,615,625]
rate-value [280,266,325,279]
rate-row [50,214,325,227]
samos-paragraph: Ἐν τῇ Πύλῃ ἐπικρατεῖ ἡ γνώμη ὅτι ἡ ἐκλογὴ θὰ γίνῃ ταχέως, ὥστε νὰ ἀποφευχθῇ πᾶσα περαιτέρω ἀναταραχὴ ἐν τῇ νήσῳ. Ἡ ἐπιτροπὴ ζητεῖ τὴν ἀποκατάστασιν τῶν προνομίων. [340,526,615,580]
headline-telegrams: ΙΔΙΑΙΤΕΡΑ ΤΗΛΕΓΡΑΦΗΜΑΤΑ ΤΟΥ «ΕΜΠΡΟΣ» [731,321,1064,339]
theatre-paragraph: Π. ΦΑΛΗΡΟΥ.—«Ἑλλενικὰ ποικιλία». [1372,209,1550,232]
seguin-line-2: ΕΚΤΟΣ ΣΥΝΑΓΩΝΙΣΜΟΥ [1322,1701,1440,1712]
samos-paragraph: ΚΩΝ/ΠΟΛΙΣ, 20 Ἰουνίου. Χθὲς μ. μ. ἀφίκετο εἰς τὴν ἡμετέραν πόλιν ἡ ἐκ τῶν κ. κ. Θεμ. Σοφούλη καὶ Ν. Χατζηδημητρίου ἀποτελουμένη τῆς Σαμιακῆς συνελεύσεως ἡ ἀποσταλεῖσα ἐνταῦθα ὅπως διεκδικῇ πρὸ τῆς Πύλης τὰ δίκαια τῆς νήσου. [340,324,615,391]
samos-correspondent: (ΤΟΥ ΑΝΤΑΠΟΚΡΙΤΟΥ ΜΑΣ) [396,308,559,322]
diplo-heading: ΔΙΠΛΩΜΑΤΙΚΟΝ ΕΠΕΙΣΟΔΙΟΝ [90,1361,285,1376]
lessman-article [340,112,615,211]
lessman-paragraph: Ὁ κ. Λέσσμαν ἤδη εὑρίσκεται καθ' ὁδὸν φέρων νέα διαπιστευτήρια ὡς πρεσβευτὴς πρώτης τάξεως. Ἐν τούτοις ὁ Σουλτᾶνος ἐδήλωσε ὅτι δὲν θὰ τὸν ἀναγνωρίσῃ ὑπὸ τὴν ἰδιότητα ταύτην. [340,156,615,210]
debate-paragraph: ΔΕΛΗΓΕΩΡΓΗΣ. Ἐγὼ συνηγορῶ ὑπὲρ τοῦ κ. Μάνεση, διότι τὰ στρατιωτικὰ νομοσχέδια εἶναι σοβαρὰ καὶ πρέπει νὰ μελετηθοῦν. [630,841,892,881]
headline-arrests: ΣΥΛΛΗΨΕΙΣ ΕΛΛΗΝΩΝ [642,186,1153,232]
debate-paragraph: εἰς τὴν πρώτην, τὴν β' καὶ τὴν γ' ἀνάγνωσιν. Ἀλλὰ φρονῶ ὅτι δὲν εἶναι δυνατὸν νὰ γίνῃ τοιαύτη συζήτησις. [630,654,892,694]
blood-heading-3: ΔΙΑ ΓΥΝΑΙΚΑΣ ΤΟΥ ΚΑΦΕ - ΑΜΑΝ [942,920,1126,932]
rate-value: 108.75 [288,461,323,473]
khedive-paragraph: Κατ' εἰδήσεις ἐκ Κωνσταντινουπόλεως, σοβαρωτάτη εἴδησις ἀνεκοινώθη εἰς τὰ αὐτοκρατορικὰ ἀνάκτορα τοῦ Γιλδίζ. Ὁ Χεδίβης τῆς Αἰγύπτου ἀπεφάσισε νὰ μεταβῇ εἰς τοὺς Ἁγίους Τόπους τοῦ Ἰσλαμισμοῦ καὶ νὰ ἐπισκεφθῇ τὸ ἱερὸν προσκύνημα τῆς Μέκκας. [50,1175,325,1235]
festival-line-1: Παρὰ τοὺς προποδὰς τῆς Καστέλλας, ἐν τῇ ἀμμώδει ἀκτῇ [1181,1381,1549,1395]
night-paragraph: ΜΑΝΕΣΗΣ. Ναί, ἀλλὰ δὲν δυνάμεθα νὰ συζητήσωμεν ἐπ' ἀπείρου. [340,964,615,991]
melee-paragraph: Κατ' ὀλίγον ἐξήχθησαν μαχαίραι καὶ ἐπυροβόλησαν ἀλλήλους. Ἐπὶ τοῦ τόπου ἔσπευσαν ἀστυφύλακες, οἵτινες συνέλαβον τοὺς δράστας. [903,1133,1165,1187]
london-label: LONDRES [277,188,325,199]
gov-heading: ΕΦΗΜΕΡΙΣ ΤΗΣ ΚΥΒΕΡΝΗΣΕΩΣ [1186,857,1356,869]
invasion-heading: ΕΙΣΒΟΛΗ [994,379,1074,398]
lead-right-paragraph: ΒΙΕΝΝΗ, Παρασκευὴ πρωΐα. Ἐκ Κωνσταντινουπόλεως ἀγγέλλουσιν ὅτι ἐπεκυρώθη ἡ εἰσβολὴ νέων βουλγαρικῶν συμμοριῶν εἰς Μακεδονίαν. [903,423,1165,476]
dentist-line-1: Ἀνώδυνος ἐξαγωγὴ ὀδόντων [1274,1230,1456,1244]
theatre-paragraph: ΔΙΟΝΥΣΙΑΔΟΥ.—«Ὁ ἀριθμὸς 12 καὶ ἡ ΠΑΡΑΔΕΙΣΟΥ». [1372,333,1550,356]
rate-value: 35.— [297,344,323,356]
rate-value: 365.— [154,344,187,356]
rate-value: 42.— [160,331,187,343]
rate-label: Εἰκοσάφραγκα [190,409,267,421]
rate-value: 80.— [160,474,187,486]
column-3 [630,112,1165,2222]
debate-paragraph: Εἰς τὸν Πρόεδρον ὁ κ. ΘΕΟΤΟΚΗΣ λέγει ὅτι ἡ συζήτησις θὰ ἀρχίσῃ. [630,935,892,961]
rate-row [50,253,325,266]
rates-paragraph: Βιομηχ. Τραπέζης ἀπὸ 91 1/4 ἀνῆλθον μέχρι 92 1/4, μ. μ. ὅμως ἀπεχώρησαν πάλιν εἰς τὰς 91 1/4 ὅπου καὶ ἔκλεισαν. [50,633,325,669]
night-article [340,737,615,1113]
rates-table [50,201,325,487]
seguin-banner-sub: Ἀκίνδυνος — Ἀνεξίτηλος [1308,1783,1424,1794]
rate-value: 113.75 [288,474,323,486]
lead-stories [630,373,1165,640]
george-heading-2: ΟΔΟΣ ΠΛΟΥΤΩΝΟΣ ΑΡ. 6 [1377,780,1545,794]
rate-label: Monopole [190,227,241,239]
thanks-heading: ΕΥΧΑΡΙΣΤΗΡΙΟΝ [1406,603,1516,617]
rate-value: 105 50 [151,214,187,226]
memorial-sign: Ἡ ἀνεψιά Ε. Τομπάζη Μαρικά Τσαμάδου [1378,566,1544,589]
seguin-right-3: ΜΥΡΟΠΩΛΕΙΑ [1199,1799,1273,1810]
rate-value: 53.25 [294,214,323,226]
rate-row [50,461,325,474]
thanks-text: Ἐπὶ τῇ σκληρᾷ ἀπωλείᾳ τοῦ περιπαθῶς ἡμῖν προσφιλοῦς, εὐχαριστοῦμεν θερμῶς τοὺς ἐκφράσαντας ἡμῖν τὰ συλλυπητήριά των, καὶ ἰδίως τοὺς ἰατρούς, οἵτινες ἐπέδειξαν ἀμέριστον ζῆλον καὶ τὸν ἐξοχώτατον κ. Νομάρχην. [1372,622,1550,705]
rate-label: Λαμ.Ἀλ. [52,331,93,343]
george-extra: Ποιότης ἀρίστη. Πωλήσεις χονδρικῶς καὶ λιανικῶς. [1372,851,1550,874]
debate-paragraph: Ὁ κ. ΚΑΡΠΕΤΟΠΟΥΛΟΣ ἀποκρούει τὴν πρότασιν. [903,730,1165,757]
rates-paragraph: Ἡ ἀγορὰ τοῦ Χρηματιστηρίου ἦτο λίαν ἐκτός. Καὶ τὴν μὲν πρωίαν αἱ τιμαὶ τῶν ἀξιῶν, ἀνεβάσθησαν κάπως, μ. μ. ὅμως συνεχείᾳ τῶν ἐκ Παρισίων τηλεγραφημάτων ὑπεχώρησαν. [50,513,325,561]
rate-value: 125.— [154,461,187,473]
night-paragraph: ΘΕΟΤΟΚΗΣ. Μὰ ἐγὼ λέγω ὅτι ἡ ἐπιτροπὴ συνῆλθε καὶ ἐμελέτησε τὸ νομοσχέδιον. Τὸ νομοσχέδιον αὐτὸ κατεδείχθη πρὸ δύο μηνῶν. [340,996,615,1036]
rate-label: Ἑλ. ἈΠ. [52,383,93,395]
synod-text: νικοῦ Θρόνου, πολυειδῶς δραστηρίως ἐξεδίδετο κατὰ τὴν τελευταίαν ἐν τῇ Ἱερᾷ Συνόδῳ περίστασιν ὑπὲρ τῶν συμφερόντων τῆς Ἐκκλησίας καὶ τοῦ Ἔθνους. [50,846,325,882]
rate-label: Gr.sud'Athén. [190,331,260,343]
